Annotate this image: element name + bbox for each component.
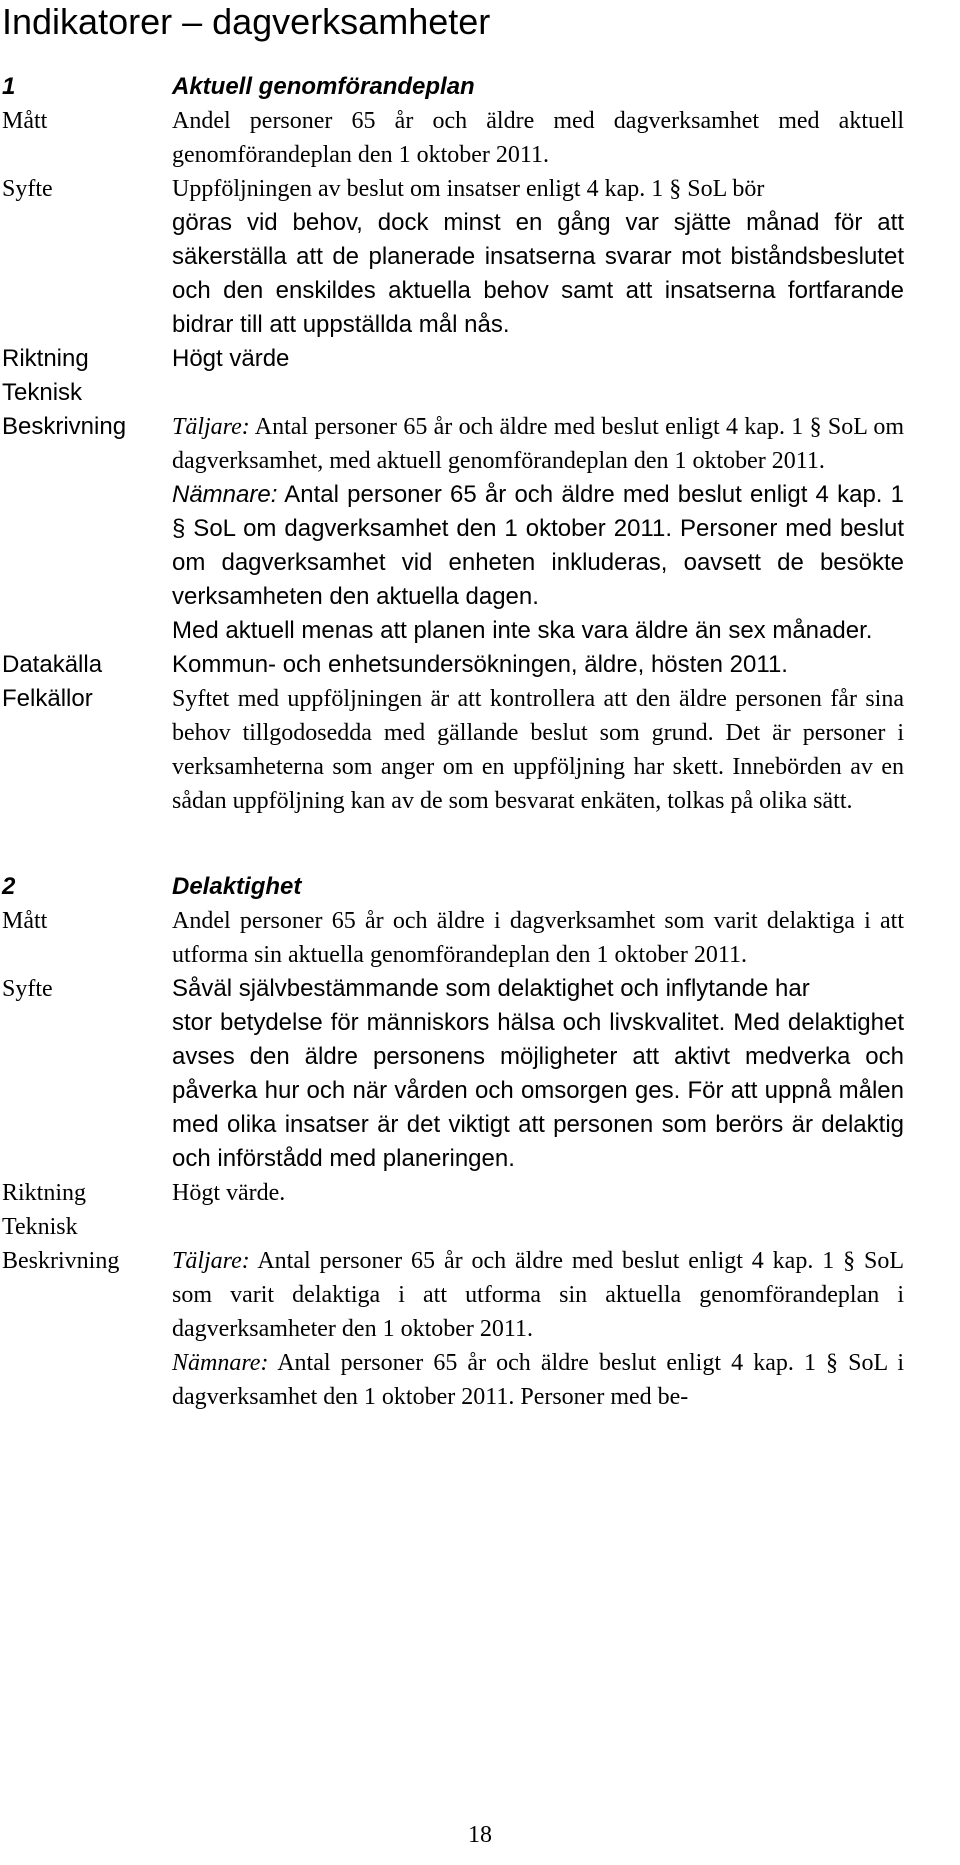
- beskrivning-row: [0, 1244, 960, 1414]
- section-heading: Delaktighet: [172, 873, 302, 900]
- matt-row: [0, 904, 960, 972]
- syfte-label: Syfte: [2, 176, 53, 202]
- namnare-text: [172, 478, 904, 614]
- section-heading-row: [0, 70, 960, 104]
- syfte-text: [172, 172, 904, 342]
- syfte-text-line: Uppföljningen av beslut om insatser enligt 4 kap. 1 § SoL bör: [172, 176, 765, 202]
- beskrivning-text: [172, 1244, 904, 1414]
- riktning-label: Riktning: [2, 1180, 87, 1206]
- riktning-row: [0, 342, 960, 376]
- syfte-row: [0, 172, 960, 342]
- datakalla-text: Kommun- och enhetsundersökningen, äldre, hösten 2011.: [172, 651, 788, 678]
- namnare-text: [172, 1346, 904, 1414]
- section-heading-row: [0, 870, 960, 904]
- taljare-value: Antal personer 65 år och äldre med beslut enligt 4 kap. 1 § SoL om dagverksamhet, med aktuell genomförandeplan den 1 oktober 2011.: [172, 414, 904, 474]
- taljare-label: Täljare:: [172, 1248, 250, 1274]
- indicator-section-2: [0, 870, 960, 1414]
- matt-text: Andel personer 65 år och äldre i dagverksamhet som varit delaktiga i att utforma sin aktuella genomförandeplan den 1 oktober 2011.: [172, 908, 904, 968]
- syfte-text-rest: göras vid behov, dock minst en gång var sjätte månad för att säkerställa att de planerade insatserna svarar mot biståndsbeslutet och den enskildes aktuella behov samt att insatserna fortfarande bidrar till att uppställda mål nås.: [172, 209, 904, 338]
- aktuell-definition: Med aktuell menas att planen inte ska vara äldre än sex månader.: [172, 617, 873, 644]
- syfte-text: [172, 972, 904, 1176]
- namnare-label: Nämnare:: [172, 481, 278, 508]
- syfte-text-rest: stor betydelse för människors hälsa och livskvalitet. Med delaktighet avses den äldre personens möjligheter att aktivt medverka och påverka hur och när vården och omsorgen ges. För att uppnå målen med olika insatser är det viktigt att personen som berörs är delaktig och införstådd med planeringen.: [172, 1009, 904, 1172]
- beskrivning-row: [0, 410, 960, 648]
- matt-label: Mått: [2, 108, 48, 134]
- page-title: Indikatorer – dagverksamheter: [2, 1, 491, 42]
- teknisk-label: Teknisk: [2, 1214, 78, 1240]
- section-heading: Aktuell genomförandeplan: [172, 73, 475, 100]
- taljare-text: [172, 410, 904, 478]
- taljare-text: [172, 1244, 904, 1346]
- syfte-text-line: Såväl självbestämmande som delaktighet och inflytande har: [172, 975, 810, 1002]
- beskrivning-label: Beskrivning: [2, 413, 127, 440]
- matt-row: [0, 104, 960, 172]
- riktning-text: Högt värde.: [172, 1180, 286, 1206]
- syfte-label: Syfte: [2, 976, 53, 1002]
- syfte-row: [0, 972, 960, 1176]
- section-number: 1: [2, 73, 16, 100]
- taljare-label: Täljare:: [172, 414, 250, 440]
- namnare-value: Antal personer 65 år och äldre beslut enligt 4 kap. 1 § SoL i dagverksamhet den 1 oktober 2011. Personer med be-: [172, 1350, 904, 1410]
- teknisk-row: [0, 376, 960, 410]
- teknisk-row: [0, 1210, 960, 1244]
- section-number: 2: [2, 873, 16, 900]
- indicator-section-1: [0, 70, 960, 818]
- beskrivning-text: [172, 410, 904, 648]
- page-number: 18: [468, 1822, 492, 1848]
- datakalla-label: Datakälla: [2, 651, 103, 678]
- felkallor-text: Syftet med uppföljningen är att kontrollera att den äldre personen får sina behov tillgodosedda med gällande beslut som grund. Det är personer i verksamheterna som anger om en uppföljning har skett. Innebörden av en sådan uppföljning kan av de som besvarat enkäten, tolkas på olika sätt.: [172, 686, 904, 814]
- matt-text: Andel personer 65 år och äldre med dagverksamhet med aktuell genomförandeplan den 1 oktober 2011.: [172, 108, 904, 168]
- namnare-value: Antal personer 65 år och äldre med beslut enligt 4 kap. 1 § SoL om dagverksamhet den 1 oktober 2011. Personer med beslut om dagverksamhet vid enheten inkluderas, oavsett de besökte verksamheten den aktuella dagen.: [172, 481, 904, 610]
- riktning-text: Högt värde: [172, 345, 290, 372]
- felkallor-row: [0, 682, 960, 818]
- riktning-label: Riktning: [2, 345, 89, 372]
- beskrivning-label: Beskrivning: [2, 1248, 120, 1274]
- matt-label: Mått: [2, 908, 48, 934]
- taljare-value: Antal personer 65 år och äldre med beslut enligt 4 kap. 1 § SoL som varit delaktiga i att utforma sin aktuella genomförandeplan i dagverksamheter den 1 oktober 2011.: [172, 1248, 904, 1342]
- datakalla-row: [0, 648, 960, 682]
- riktning-row: [0, 1176, 960, 1210]
- teknisk-label: Teknisk: [2, 379, 83, 406]
- felkallor-label: Felkällor: [2, 685, 93, 712]
- namnare-label: Nämnare:: [172, 1350, 269, 1376]
